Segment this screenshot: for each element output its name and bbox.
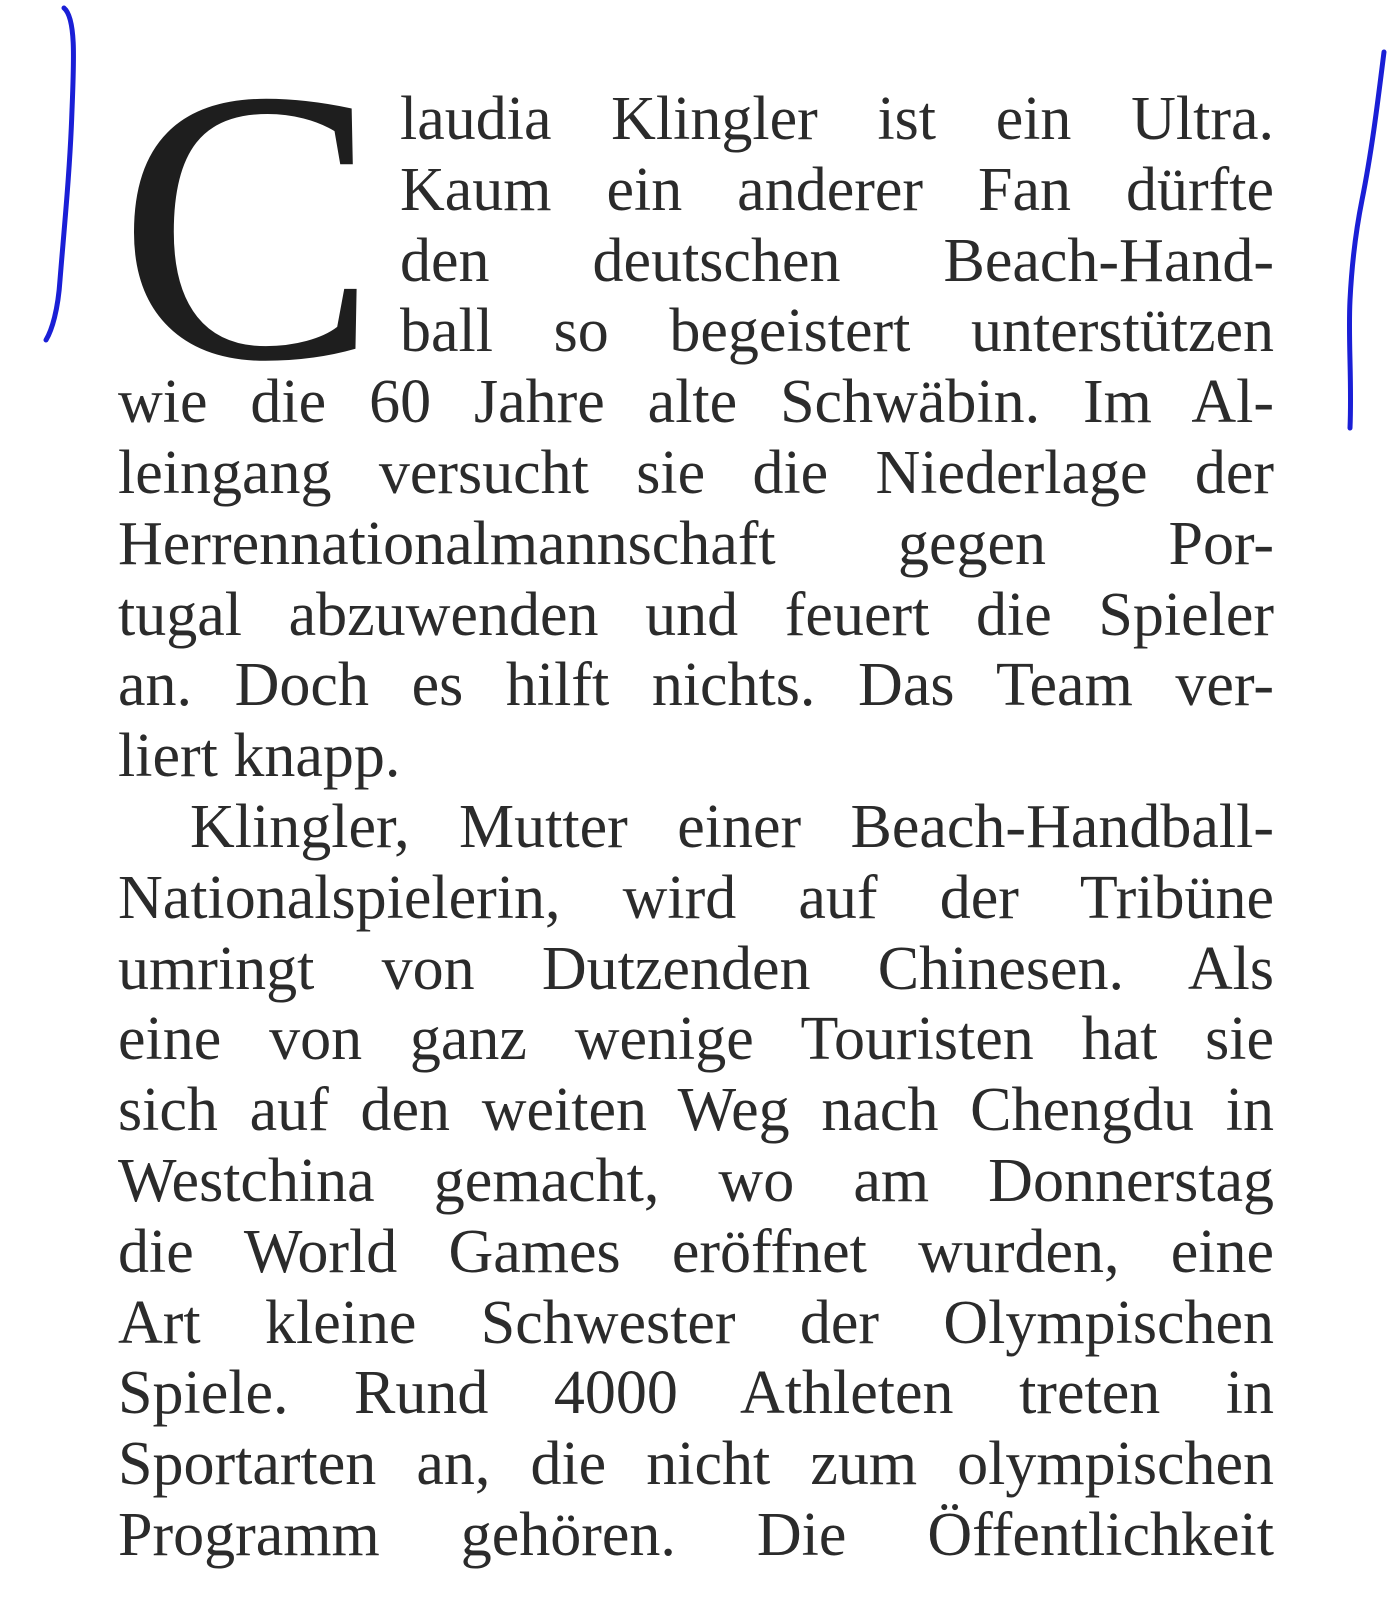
text-line-10: liert knapp. bbox=[118, 722, 401, 791]
text-line-11: Klingler, Mutter einer Beach-Handball- bbox=[190, 792, 1274, 861]
text-line-5: wie die 60 Jahre alte Schwäbin. Im Al- bbox=[118, 368, 1274, 437]
text-line-6: leingang versucht sie die Niederlage der bbox=[118, 438, 1274, 507]
right-pen-mark bbox=[1349, 52, 1384, 428]
text-line-1: laudia Klingler ist ein Ultra. bbox=[400, 85, 1274, 153]
drop-cap: C bbox=[118, 10, 379, 442]
text-line-7: Herrennationalmannschaft gegen Por- bbox=[118, 509, 1274, 578]
text-line-21: Programm gehören. Die Öffentlichkeit bbox=[118, 1500, 1274, 1569]
text-line-8: tugal abzuwenden und feuert die Spieler bbox=[118, 580, 1274, 649]
text-line-2: Kaum ein anderer Fan dürfte bbox=[400, 155, 1274, 224]
left-pen-mark bbox=[46, 8, 74, 340]
text-line-16: Westchina gemacht, wo am Donnerstag bbox=[118, 1146, 1274, 1215]
text-line-9: an. Doch es hilft nichts. Das Team ver- bbox=[118, 651, 1274, 720]
text-line-20: Sportarten an, die nicht zum olympischen bbox=[118, 1430, 1274, 1499]
text-line-17: die World Games eröffnet wurden, eine bbox=[118, 1217, 1274, 1286]
text-line-14: eine von ganz wenige Touristen hat sie bbox=[118, 1005, 1274, 1074]
text-line-4: ball so begeistert unterstützen bbox=[400, 297, 1274, 366]
text-line-12: Nationalspielerin, wird auf der Tribüne bbox=[118, 863, 1274, 932]
article-body bbox=[118, 10, 1274, 1571]
text-line-19: Spiele. Rund 4000 Athleten treten in bbox=[118, 1359, 1274, 1428]
text-line-3: den deutschen Beach-Hand- bbox=[400, 226, 1274, 295]
text-line-18: Art kleine Schwester der Olympischen bbox=[118, 1288, 1274, 1357]
text-line-15: sich auf den weiten Weg nach Chengdu in bbox=[118, 1076, 1274, 1145]
text-line-13: umringt von Dutzenden Chinesen. Als bbox=[118, 934, 1274, 1003]
